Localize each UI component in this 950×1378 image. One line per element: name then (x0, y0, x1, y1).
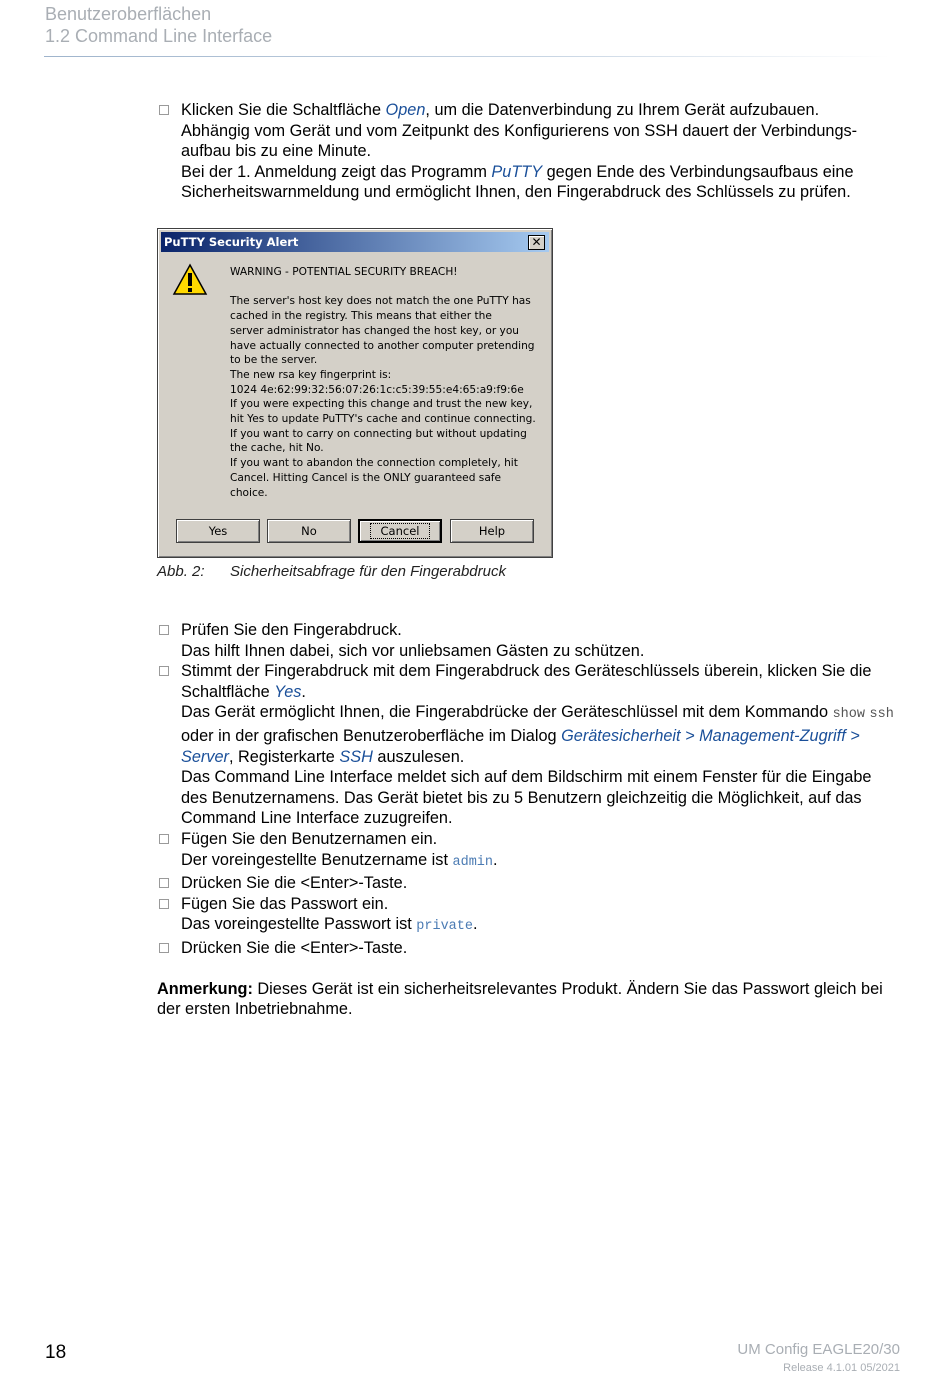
dialog-message: WARNING - POTENTIAL SECURITY BREACH! The server's host key does not match the one PuTTY has cached in the registry. This means that either the server administrator has changed the host key, or you have actually connected to another computer pretending to be the server. The new rsa key fingerprint is: 1024 4e:62:99:32:56:07:26:1c:c5:39:55:e4:65:a9:f9:6e If you were expecting this change and trust the new key, hit Yes to update PuTTY's cache and continue connecting. If you want to carry on connecting but without updating the cache, hit No. If you want to abandon the connection completely, hit Cancel. Hitting Cancel is the ONLY guaranteed safe choice. (230, 265, 548, 500)
header-section: 1.2 Command Line Interface (45, 26, 273, 46)
figure-number: Abb. 2: (157, 563, 205, 580)
note-paragraph (157, 979, 902, 1020)
step-open: Klicken Sie die Schaltfläche Open, um die Datenverbindung zu Ihrem Gerät aufzubauen. Abhängig vom Gerät und vom Zeitpunkt des Konfigurierens von SSH dauert der Verbindungs- aufbau bis zu eine Minute. Bei der 1. Anmeldung zeigt das Programm PuTTY gegen Ende des Verbindungsaufbaus eine Sicherheitswarnmeldung und ermöglicht Ihnen, den Fingerabdruck des Schlüssels zu prüfen. (157, 100, 902, 203)
step-check-fingerprint: Prüfen Sie den Fingerabdruck. Das hilft Ihnen dabei, sich vor unliebsamen Gästen zu schützen. (157, 620, 902, 661)
step-enter-password: Fügen Sie das Passwort ein. Das voreingestellte Passwort ist private. (157, 894, 902, 938)
keyword-open: Open (385, 101, 426, 119)
checkbox-bullet-icon (159, 666, 169, 676)
step-confirm-fingerprint: Stimmt der Fingerabdruck mit dem Fingerabdruck des Geräteschlüssels überein, klicken Sie die Schaltfläche Yes. Das Gerät ermöglicht Ihnen, die Fingerabdrücke der Geräteschlüssel mit dem Kommando show ssh oder in der grafischen Benutzeroberfläche im Dialog Gerätesicherheit > Management-Zugriff > Server, Registerkarte SSH auszulesen. Das Command Line Interface meldet sich auf dem Bildschirm mit einem Fenster für die Eingabe des Benutzernamens. Das Gerät bietet bis zu 5 Benutzern gleichzeitig die Möglichkeit, auf das Command Line Interface zuzugreifen. (157, 661, 902, 829)
step-press-enter-1: Drücken Sie die <Enter>-Taste. (157, 873, 902, 894)
step-block-1 (157, 100, 902, 203)
dialog-titlebar (161, 232, 549, 252)
fingerprint-value: 1024 4e:62:99:32:56:07:26:1c:c5:39:55:e4:65:a9:f9:6e (230, 383, 524, 396)
command-show: show (832, 707, 865, 723)
checkbox-bullet-icon (159, 105, 169, 115)
warning-icon (172, 263, 208, 297)
yes-button[interactable]: Yes (176, 519, 260, 543)
header-rule (44, 56, 890, 57)
cancel-button[interactable]: Cancel (358, 519, 442, 543)
command-ssh: ssh (869, 707, 894, 723)
cli-description: Das Command Line Interface meldet sich auf dem Bildschirm mit einem Fenster für die Eingabe des Benutzernamens. Das Gerät bietet bis zu 5 Benutzern gleichzeitig die Möglichkeit, auf das Command Line Interface zuzugreifen. (181, 768, 872, 828)
keyword-dialog-path: Gerätesicherheit > Management-Zugriff > (561, 726, 860, 745)
putty-security-alert-dialog (157, 228, 553, 558)
keyword-ssh: SSH (339, 747, 373, 766)
dialog-warning-heading: WARNING - POTENTIAL SECURITY BREACH! (230, 266, 458, 278)
no-button[interactable]: No (267, 519, 351, 543)
checkbox-bullet-icon (159, 625, 169, 635)
checkbox-bullet-icon (159, 943, 169, 953)
running-header (45, 3, 272, 47)
keyword-server: Server (181, 747, 229, 766)
step-enter-username: Fügen Sie den Benutzernamen ein. Der voreingestellte Benutzername ist admin. (157, 829, 902, 873)
default-username: admin (452, 854, 494, 870)
note-text: Dieses Gerät ist ein sicherheitsrelevantes Produkt. Ändern Sie das Passwort gleich bei der ersten Inbetriebnahme. (157, 979, 883, 1019)
footer-release: Release 4.1.01 05/2021 (783, 1362, 900, 1374)
checkbox-bullet-icon (159, 878, 169, 888)
figure-caption (157, 563, 506, 580)
keyword-yes: Yes (274, 682, 302, 701)
step-block-2 (157, 620, 902, 1020)
step-press-enter-2: Drücken Sie die <Enter>-Taste. (157, 938, 902, 959)
dialog-title: PuTTY Security Alert (164, 235, 299, 249)
footer-document-title: UM Config EAGLE20/30 (737, 1341, 900, 1358)
figure-caption-text: Sicherheitsabfrage für den Fingerabdruck (230, 563, 506, 580)
close-icon[interactable]: ✕ (528, 235, 545, 250)
help-button[interactable]: Help (450, 519, 534, 543)
checkbox-bullet-icon (159, 834, 169, 844)
page-number: 18 (45, 1342, 67, 1363)
note-label: Anmerkung: (157, 979, 253, 998)
default-password: private (416, 919, 473, 935)
checkbox-bullet-icon (159, 899, 169, 909)
header-chapter: Benutzeroberflächen (45, 4, 212, 24)
keyword-putty: PuTTY (491, 162, 543, 181)
